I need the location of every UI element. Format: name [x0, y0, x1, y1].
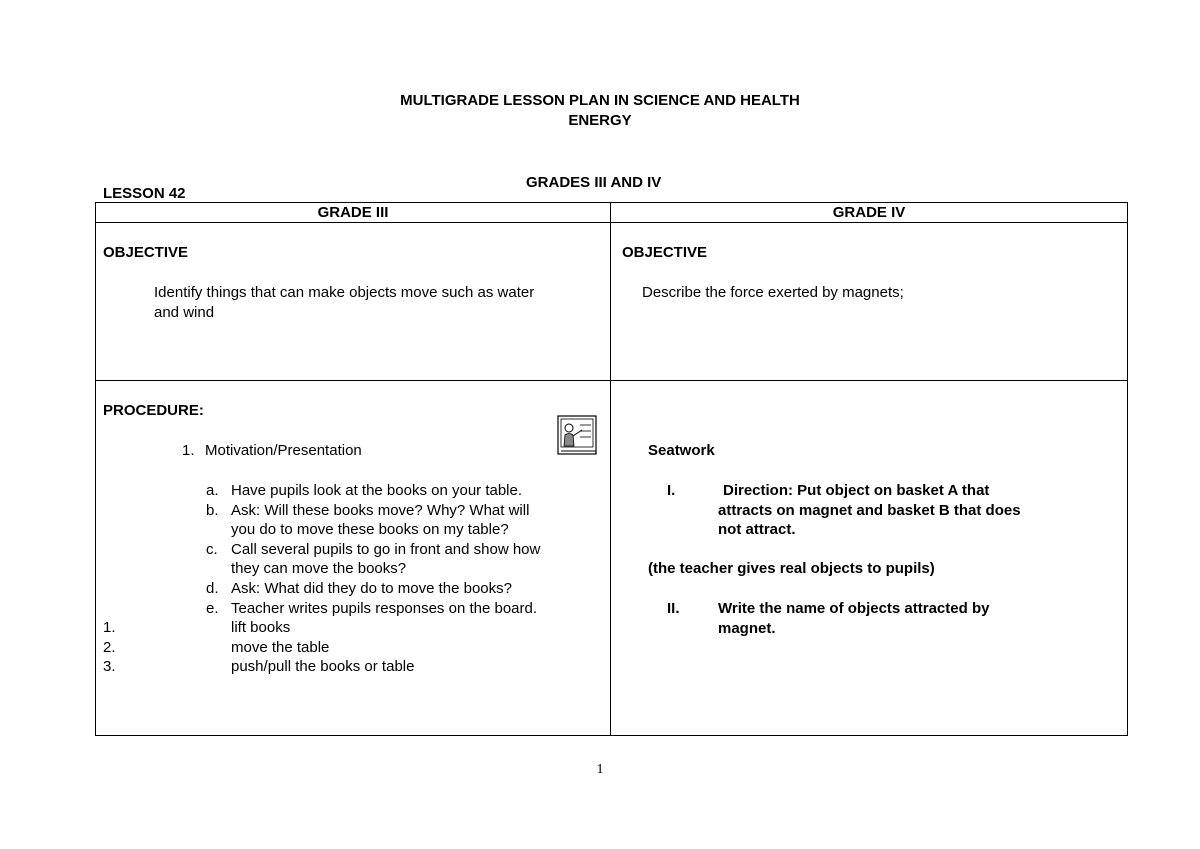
- list-item: [96, 520, 596, 540]
- column-divider: [610, 203, 611, 735]
- teacher-at-board-icon: [556, 413, 600, 457]
- response-text: move the table: [231, 638, 330, 656]
- response-item: [96, 638, 596, 658]
- g4-direction-line2: attracts on magnet and basket B that does: [718, 502, 1021, 519]
- list-item-letter: d.: [206, 580, 219, 597]
- response-text: push/pull the books or table: [231, 658, 415, 676]
- list-item: [96, 501, 596, 521]
- g3-objective-line2: and wind: [154, 304, 215, 321]
- g4-seatwork-label: Seatwork: [648, 442, 715, 459]
- list-item-text: Ask: Will these books move? Why? What will: [231, 501, 530, 519]
- g4-write-line2: magnet.: [718, 620, 776, 637]
- grades-label: GRADES III AND IV: [526, 174, 662, 191]
- g4-direction-number: I.: [667, 482, 676, 499]
- page-number: 1: [596, 762, 604, 777]
- list-item-letter: c.: [206, 540, 218, 558]
- list-item: [96, 540, 596, 560]
- response-item: [96, 618, 596, 638]
- list-item-text: they can move the books?: [231, 560, 407, 578]
- document-title: MULTIGRADE LESSON PLAN IN SCIENCE AND HEALTH: [400, 92, 800, 109]
- g3-step-label: Motivation/Presentation: [205, 442, 362, 459]
- list-item-text: Call several pupils to go in front and show how: [231, 540, 541, 558]
- list-item: [96, 599, 596, 619]
- g3-step-number: 1.: [182, 442, 195, 459]
- list-item-text: Have pupils look at the books on your table.: [231, 482, 523, 499]
- list-item: [96, 559, 596, 579]
- g4-write-line1: Write the name of objects attracted by: [718, 600, 990, 617]
- g4-direction-line1: Direction: Put object on basket A that: [723, 482, 990, 499]
- list-item-letter: b.: [206, 501, 219, 519]
- g3-procedure-label: PROCEDURE:: [103, 402, 204, 419]
- g4-direction-line3: not attract.: [718, 521, 796, 538]
- g3-objective-label: OBJECTIVE: [103, 244, 189, 261]
- lesson-label: LESSON 42: [103, 185, 186, 202]
- list-item-text: Teacher writes pupils responses on the board.: [231, 599, 538, 617]
- lesson-plan-table: [95, 202, 1128, 736]
- response-text: lift books: [231, 619, 291, 636]
- header-divider: [96, 222, 1127, 223]
- grade-4-header: GRADE IV: [832, 204, 906, 221]
- response-number: 3.: [103, 658, 116, 676]
- response-item: [96, 657, 596, 677]
- list-item: [96, 481, 596, 501]
- response-number: 2.: [103, 638, 116, 656]
- g3-objective-line1: Identify things that can make objects move such as water: [154, 284, 535, 301]
- document-subtitle: ENERGY: [568, 112, 632, 129]
- g4-objective-label: OBJECTIVE: [622, 244, 708, 261]
- list-item-text: Ask: What did they do to move the books?: [231, 580, 512, 597]
- list-item-letter: e.: [206, 599, 219, 617]
- g4-objective-text: Describe the force exerted by magnets;: [642, 284, 904, 301]
- grade-3-header: GRADE III: [317, 204, 389, 221]
- list-item-text: you do to move these books on my table?: [231, 521, 509, 539]
- g4-write-number: II.: [667, 600, 680, 617]
- row-divider: [96, 380, 1127, 381]
- response-number: 1.: [103, 619, 116, 636]
- list-item: [96, 579, 596, 599]
- list-item-letter: a.: [206, 482, 219, 499]
- g4-teacher-note: (the teacher gives real objects to pupils): [648, 560, 935, 577]
